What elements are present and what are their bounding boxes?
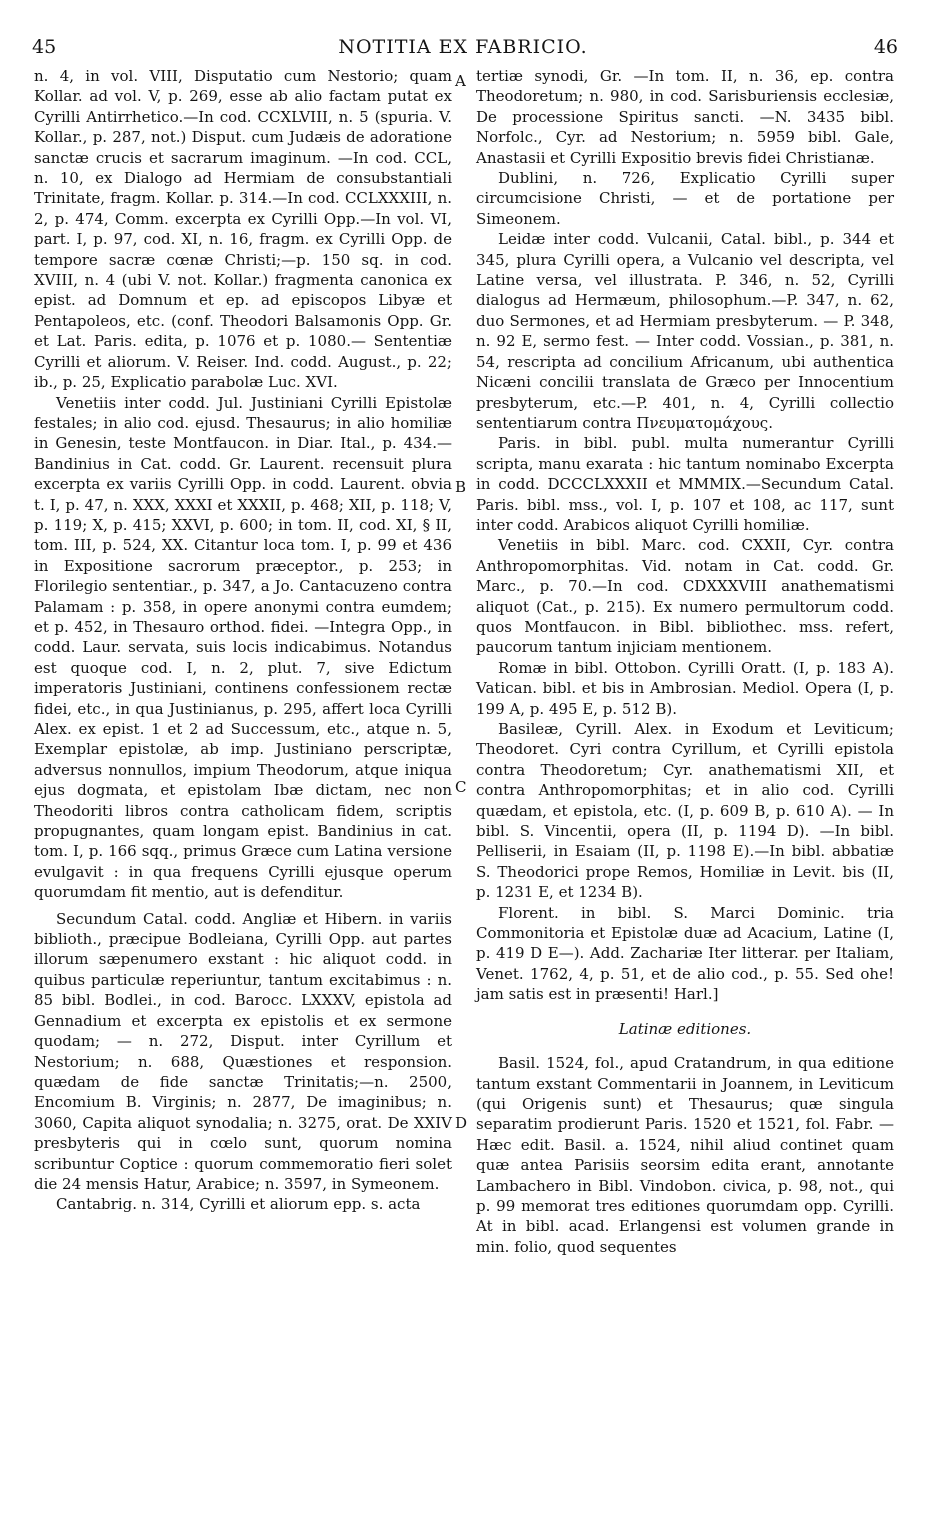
right-column xyxy=(476,66,894,1257)
paragraph: Basil. 1524, fol., apud Cratandrum, in qua editione tantum exstant Commentarii in Joannem, in Leviticum (qui Origenis sunt) et Thesaurus; quæ singula separatim prodierunt Paris. 1520 et 1521, fol. Fabr. — Hæc edit. Basil. a. 1524, nihil aliud continet quam quæ antea Parisiis seorsim edita erant, annotante Lambachero in Bibl. Vindobon. civica, p. 98, not., qui p. 99 memorat tres editiones quorumdam opp. Cyrilli. At in bibl. acad. Erlangensi est volumen grande in min. folio, quod sequentes xyxy=(476,1054,894,1256)
paragraph: n. 4, in vol. VIII, Disputatio cum Nestorio; quam Kollar. ad vol. V, p. 269, esse ab alio factam putat ex Cyrilli Antirrhetico.—In cod. CCXLVIII, n. 5 (spuria. V. Kollar., p. 287, not.) Disput. cum Judæis de adoratione sanctæ crucis et sacrarum imaginum. —In cod. CCL, n. 10, ex Dialogo ad Hermiam de consubstantiali Trinitate, fragm. Kollar. p. 314.—In cod. CCLXXXIII, n. 2, p. 474, Comm. excerpta ex Cyrilli Opp.—In vol. VI, part. I, p. 97, cod. XI, n. 16, fragm. ex Cyrilli Opp. de tempore sacræ cœnæ Christi;—p. 150 sq. in cod. XVIII, n. 4 (ubi V. not. Kollar.) fragmenta canonica ex epist. ad Domnum et ep. ad episcopos Libyæ et Pentapoleos, etc. (conf. Theodori Balsamonis Opp. Gr. et Lat. Paris. edita, p. 1076 et p. 1080.— Sententiæ Cyrilli et aliorum. V. Reiser. Ind. codd. August., p. 22; ib., p. 25, Explicatio parabolæ Luc. XVI. xyxy=(34,67,452,392)
paragraph: Florent. in bibl. S. Marci Dominic. tria Commonitoria et Epistolæ duæ ad Acacium, Latine (I, p. 419 D E—). Add. Zachariæ Iter litterar. per Italiam, Venet. 1762, 4, p. 51, et de alio cod., p. 55. Sed ohe! jam satis est in præsenti! Harl.] xyxy=(476,903,894,1004)
paragraph: Dublini, n. 726, Explicatio Cyrilli super circumcisione Christi, — et de portatione per Simeonem. xyxy=(476,169,894,228)
running-header xyxy=(28,30,898,64)
page-number-right: 46 xyxy=(873,36,898,58)
margin-marker-a: A xyxy=(455,72,466,90)
left-column xyxy=(34,66,452,1215)
paragraph: Leidæ inter codd. Vulcanii, Catal. bibl., p. 344 et 345, plura Cyrilli opera, a Vulcanio vel descripta, vel Latine versa, vel illustrata. P. 346, n. 52, Cyrilli dialogus ad Hermæum, philosophum.—P. 347, n. 62, duo Sermones, et ad Hermiam presbyterum. — P. 348, n. 92 E, sermo fest. — Inter codd. Vossian., p. 381, n. 54, rescripta ad concilium Africanum, ubi authentica Nicæni concilii translata de Græco per Innocentium presbyterum, etc.—P. 401, n. 4, Cyrilli collectio sententiarum contra Πνευματομάχους. xyxy=(476,230,894,432)
paragraph: Secundum Catal. codd. Angliæ et Hibern. in variis biblioth., præcipue Bodleiana, Cyrilli Opp. aut partes illorum sæpenumero exstant : hic aliquot codd. in quibus particulæ reperiuntur, tantum excitabimus : n. 85 bibl. Bodlei., in cod. Barocc. LXXXV, epistola ad Gennadium et excerpta ex epistolis et ex sermone quodam; — n. 272, Disput. inter Cyrillum et Nestorium; n. 688, Quæstiones et responsion. quædam de fide sanctæ Trinitatis;—n. 2500, Encomium B. Virginis; n. 2877, De imaginibus; n. 3060, Capita aliquot synodalia; n. 3275, orat. De XXIV presbyteris qui in cœlo sunt, quorum nomina scribuntur Coptice : quorum commemoratio fieri solet die 24 mensis Hatur, Arabice; n. 3597, in Symeonem. xyxy=(34,909,452,1193)
paragraph: Venetiis inter codd. Jul. Justiniani Cyrilli Epistolæ festales; in alio cod. ejusd. Thesaurus; in alio homiliæ in Genesin, teste Montfaucon. in Diar. Ital., p. 434.—Bandinius in Cat. codd. Gr. Laurent. recensuit plura excerpta ex variis Cyrilli Opp. in codd. Laurent. obvia t. I, p. 47, n. XXX, XXXI et XXXII, p. 468; XII, p. 118; V, p. 119; X, p. 415; XXVI, p. 600; in tom. II, cod. XI, § II, tom. III, p. 524, XX. Citantur loca tom. I, p. 99 et 436 in Expositione sacrorum præceptor., p. 253; in Florilegio sententiar., p. 347, a Jo. Cantacuzeno contra Palamam : p. 358, in opere anonymi contra eumdem; et p. 452, in Thesauro orthod. fidei. —Integra Opp., in codd. Laur. servata, suis locis indicabimus. Notandus est quoque cod. I, n. 2, plut. 7, sive Edictum imperatoris Justiniani, continens confessionem rectæ fidei, etc., in qua Justinianus, p. 295, affert loca Cyrilli Alex. ex epist. 1 et 2 ad Successum, etc., atque n. 5, Exemplar epistolæ, ab imp. Justiniano perscriptæ, adversus nonnullos, impium Theodorum, atque iniqua ejus dogmata, et epistolam Ibæ dictam, nec non Theodoriti libros contra catholicam fidem, scriptis propugnantes, quam longam epist. Bandinius in cat. tom. I, p. 166 sqq., primus Græce cum Latina versione evulgavit : in qua frequens Cyrilli ejusque operum quorumdam fit mentio, aut is defenditur. xyxy=(34,393,452,902)
margin-marker-b: B xyxy=(455,478,467,496)
section-heading: Latinæ editiones. xyxy=(618,1019,752,1038)
margin-marker-c: C xyxy=(455,778,467,796)
margin-marker-d: D xyxy=(455,1114,468,1132)
paragraph: Romæ in bibl. Ottobon. Cyrilli Oratt. (I, p. 183 A). Vatican. bibl. et bis in Ambrosian. Mediol. Opera (I, p. 199 A, p. 495 E, p. 512 B). xyxy=(476,658,894,718)
paragraph: Paris. in bibl. publ. multa numerantur Cyrilli scripta, manu exarata : hic tantum nominabo Excerpta in codd. DCCCLXXXII et MMMIX.—Secundum Catal. Paris. bibl. mss., vol. I, p. 107 et 108, ac 117, sunt inter codd. Arabicos aliquot Cyrilli homiliæ. xyxy=(476,434,894,534)
running-title: NOTITIA EX FABRICIO. xyxy=(338,36,588,58)
paragraph: Cantabrig. n. 314, Cyrilli et aliorum epp. s. acta xyxy=(56,1195,421,1214)
paragraph: Basileæ, Cyrill. Alex. in Exodum et Leviticum; Theodoret. Cyri contra Cyrillum, et Cyrilli epistola contra Theodoretum; Cyr. anathematismi XII, et contra Anthropomorphitas; et in alio cod. Cyrilli quædam, et epistola, etc. (I, p. 609 B, p. 610 A). — In bibl. S. Vincentii, opera (II, p. 1194 D). —In bibl. Pelliserii, in Esaiam (II, p. 1198 E).—In bibl. abbatiæ S. Theodorici prope Remos, Homiliæ in Levit. bis (II, p. 1231 E, et 1234 B). xyxy=(476,720,894,902)
page-number-left: 45 xyxy=(32,36,57,58)
paragraph: tertiæ synodi, Gr. —In tom. II, n. 36, ep. contra Theodoretum; n. 980, in cod. Sarisburiensis ecclesiæ, De processione Spiritus sancti. —N. 3435 bibl. Norfolc., Cyr. ad Nestorium; n. 5959 bibl. Gale, Anastasii et Cyrilli Expositio brevis fidei Christianæ. xyxy=(476,67,894,167)
paragraph: Venetiis in bibl. Marc. cod. CXXII, Cyr. contra Anthropomorphitas. Vid. notam in Cat. codd. Gr. Marc., p. 70.—In cod. CDXXXVIII anathematismi aliquot (Cat., p. 215). Ex numero permultorum codd. quos Montfaucon. in Bibl. bibliothec. mss. refert, paucorum tantum injiciam mentionem. xyxy=(476,536,894,657)
